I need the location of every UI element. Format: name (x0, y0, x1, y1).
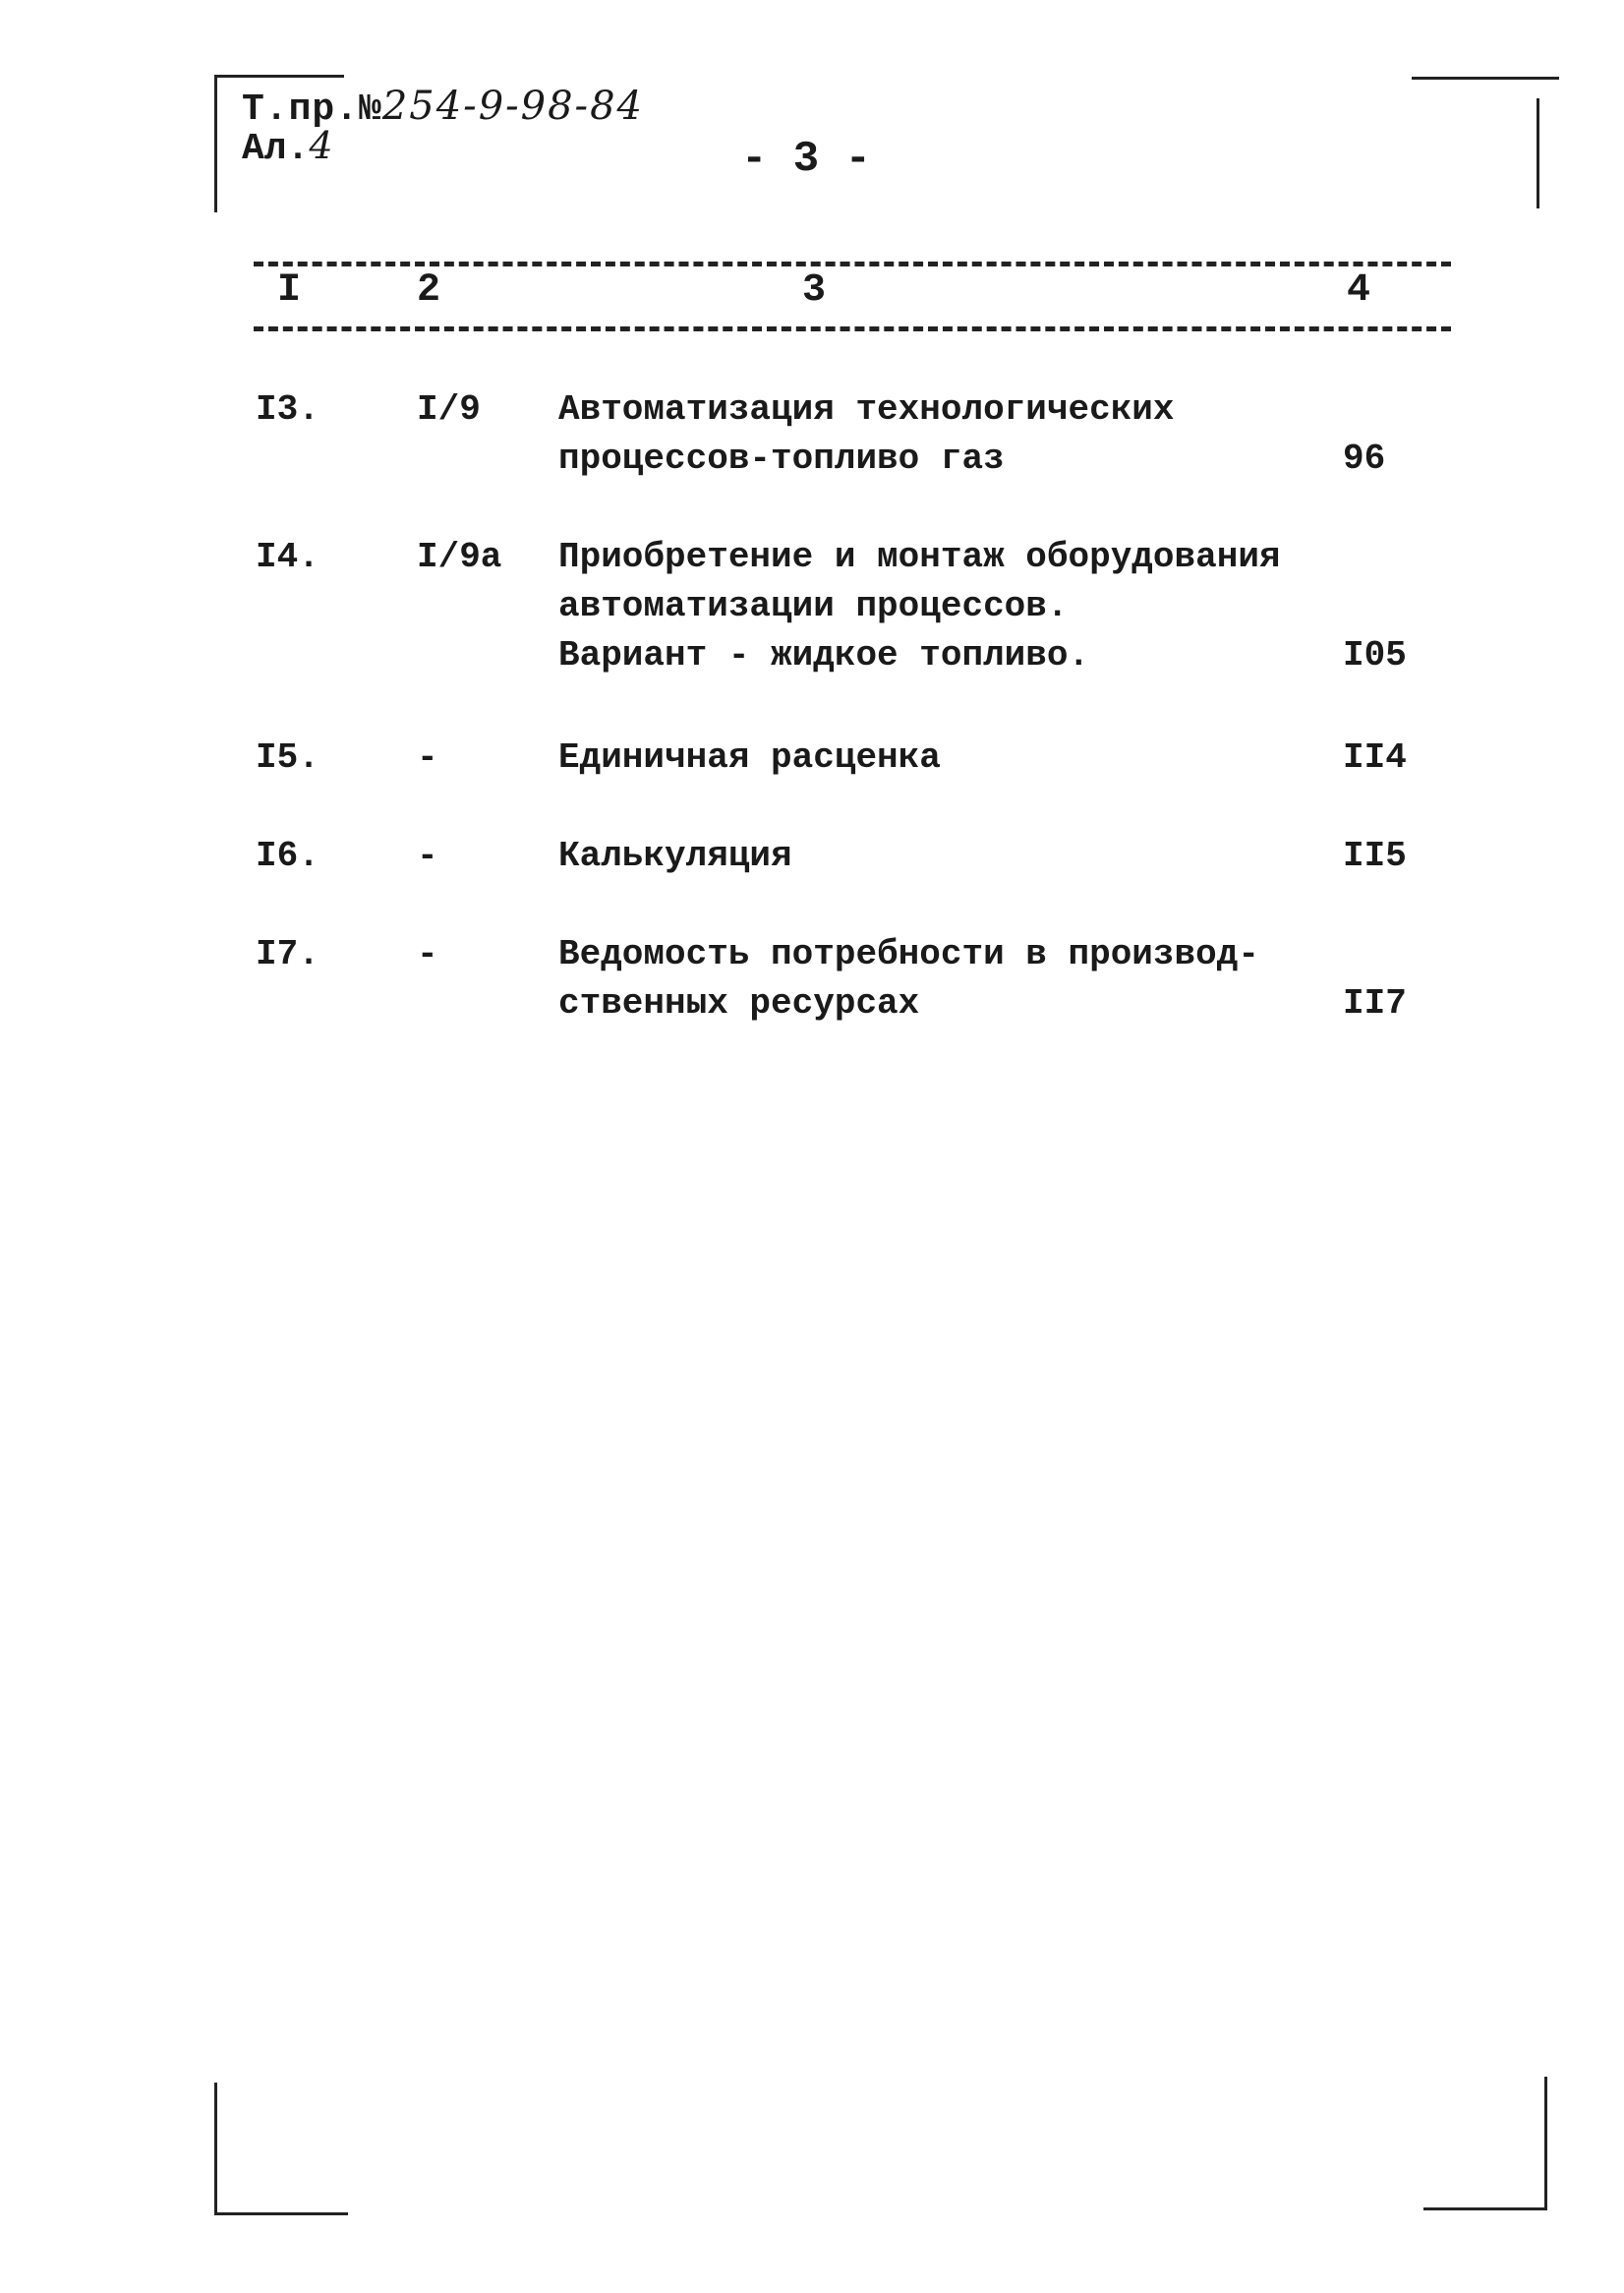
row-page: II7 (1343, 983, 1407, 1024)
column-header-4: 4 (1347, 268, 1371, 313)
row-page: II4 (1343, 737, 1407, 778)
crop-mark-bottom-left-h (214, 2212, 348, 2215)
description-line: автоматизации процессов. (558, 586, 1069, 626)
crop-mark-top-left-h (214, 75, 344, 78)
table-top-rule (254, 262, 1451, 266)
description-line: Приобретение и монтаж оборудования (558, 537, 1281, 577)
row-page: 96 (1343, 439, 1386, 479)
description-line: Вариант - жидкое топливо. (558, 635, 1090, 676)
row-number: I7. (256, 934, 319, 974)
album-prefix: Ал. (242, 128, 310, 170)
row-page: II5 (1343, 836, 1407, 876)
description-line: Ведомость потребности в производ- (558, 934, 1259, 974)
document-code-prefix: Т.пр.№ (242, 88, 382, 131)
row-reference: I/9а (417, 537, 502, 577)
description-line: Автоматизация технологических (558, 389, 1175, 430)
row-description (558, 832, 1286, 881)
crop-mark-bottom-right-h (1423, 2207, 1545, 2210)
document-code-number: 254-9-98-84 (381, 84, 644, 129)
description-line: процессов-топливо газ (558, 439, 1005, 479)
crop-mark-top-right-h (1412, 77, 1559, 80)
album-number (242, 126, 333, 169)
document-code (242, 84, 644, 131)
page-number: - 3 - (740, 135, 872, 184)
row-reference: - (417, 836, 438, 876)
description-line: Единичная расценка (558, 737, 941, 778)
column-header-3: 3 (802, 268, 827, 313)
row-number: I5. (256, 737, 319, 778)
row-reference: I/9 (417, 389, 481, 430)
row-description (558, 734, 1286, 783)
row-number: I4. (256, 537, 319, 577)
row-description (558, 930, 1286, 1029)
crop-mark-bottom-right-v (1544, 2077, 1547, 2210)
row-number: I3. (256, 389, 319, 430)
crop-mark-top-right-v (1537, 98, 1539, 208)
table-header-rule (254, 326, 1451, 331)
crop-mark-bottom-left-v (214, 2083, 217, 2214)
row-reference: - (417, 934, 438, 974)
row-number: I6. (256, 836, 319, 876)
description-line: ственных ресурсах (558, 983, 920, 1024)
row-page: I05 (1343, 635, 1407, 676)
column-header-1: I (277, 268, 302, 313)
row-description (558, 533, 1286, 680)
row-reference: - (417, 737, 438, 778)
crop-mark-top-left-v (214, 75, 217, 212)
column-header-2: 2 (417, 268, 441, 313)
description-line: Калькуляция (558, 836, 792, 876)
row-description (558, 385, 1286, 484)
album-handwritten: 4 (309, 124, 333, 167)
